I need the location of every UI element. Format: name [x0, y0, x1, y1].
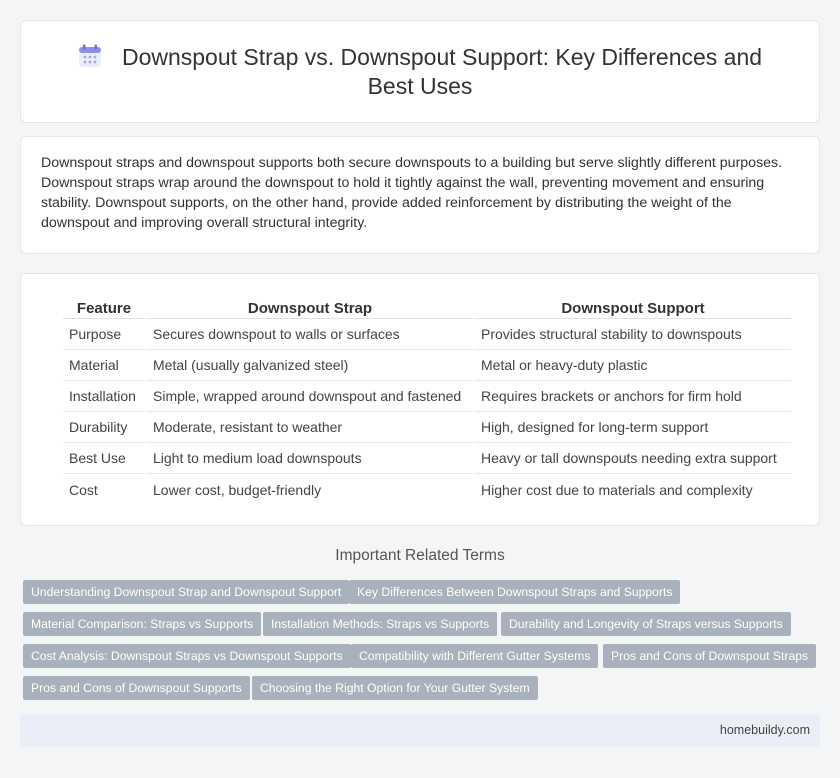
calendar-icon [78, 44, 102, 68]
related-tag-material-comparison[interactable]: Material Comparison: Straps vs Supports [23, 612, 261, 636]
table-cell-feature: Material [63, 350, 145, 381]
related-tag-pros-cons-straps[interactable]: Pros and Cons of Downspout Straps [603, 644, 816, 668]
related-terms-title: Important Related Terms [335, 547, 505, 564]
related-tag-cost-analysis[interactable]: Cost Analysis: Downspout Straps vs Downspout Supports [23, 644, 351, 668]
page-title [21, 43, 819, 101]
table-cell-strap: Moderate, resistant to weather [147, 412, 473, 443]
table-cell-strap: Light to medium load downspouts [147, 443, 473, 474]
table-row [63, 319, 791, 350]
related-tag-durability[interactable]: Durability and Longevity of Straps versus Supports [501, 612, 791, 636]
table-cell-support: Provides structural stability to downspouts [475, 319, 791, 350]
table-row [63, 412, 791, 443]
column-header-feature: Feature [63, 297, 145, 319]
related-tag-understanding[interactable]: Understanding Downspout Strap and Downspout Support [23, 580, 349, 604]
related-tag-choosing-option[interactable]: Choosing the Right Option for Your Gutter System [252, 676, 538, 700]
related-tag-installation-methods[interactable]: Installation Methods: Straps vs Supports [263, 612, 497, 636]
table-cell-feature: Purpose [63, 319, 145, 350]
header [21, 43, 819, 101]
intro-paragraph: Downspout straps and downspout supports both secure downspouts to a building but serve slightly different purposes. Downspout straps wrap around the downspout to hold it tightly against the wall, preventing movement and ensuring stability. Downspout supports, on the other hand, provide added reinforcement by distributing the weight of the downspout and improving overall structural integrity. [41, 155, 783, 231]
table-cell-support: Heavy or tall downspouts needing extra support [475, 443, 791, 474]
table-cell-strap: Metal (usually galvanized steel) [147, 350, 473, 381]
table-cell-strap: Secures downspout to walls or surfaces [147, 319, 473, 350]
table-cell-feature: Best Use [63, 443, 145, 474]
related-tag-compatibility[interactable]: Compatibility with Different Gutter Systems [351, 644, 598, 668]
footer-site-link[interactable]: homebuildy.com [719, 723, 810, 737]
table-cell-feature: Cost [69, 481, 98, 498]
table-cell-support: Higher cost due to materials and complexity [481, 481, 753, 498]
column-header-support: Downspout Support [475, 297, 791, 319]
column-header-strap: Downspout Strap [147, 297, 473, 319]
comparison-card [20, 273, 820, 526]
table-row [63, 350, 791, 381]
footer [20, 714, 820, 747]
table-row [63, 381, 791, 412]
table-cell-strap: Lower cost, budget-friendly [153, 481, 322, 498]
related-tag-key-differences[interactable]: Key Differences Between Downspout Straps and Supports [349, 580, 680, 604]
header-card [20, 20, 820, 123]
page-title-text: Downspout Strap vs. Downspout Support: Key Differences and Best Uses [121, 44, 763, 99]
table-cell-support: High, designed for long-term support [475, 412, 791, 443]
table-cell-strap: Simple, wrapped around downspout and fastened [147, 381, 473, 412]
table-header-row [63, 297, 791, 319]
table-row [63, 443, 791, 474]
table-cell-support: Metal or heavy-duty plastic [475, 350, 791, 381]
table-cell-feature: Durability [63, 412, 145, 443]
table-row [63, 474, 791, 505]
intro-card [20, 136, 820, 254]
comparison-table [61, 297, 793, 505]
table-cell-feature: Installation [63, 381, 145, 412]
table-cell-support: Requires brackets or anchors for firm hold [475, 381, 791, 412]
related-tag-pros-cons-supports[interactable]: Pros and Cons of Downspout Supports [23, 676, 250, 700]
